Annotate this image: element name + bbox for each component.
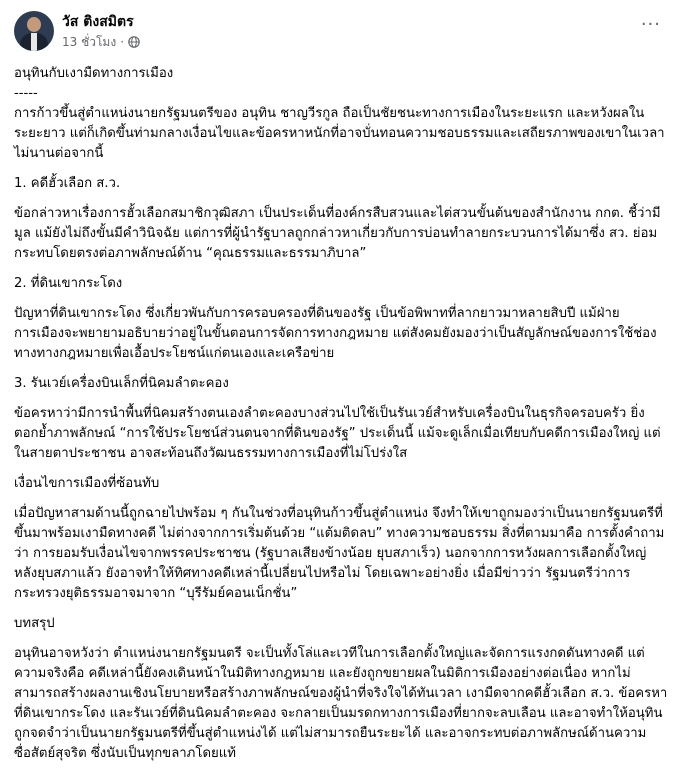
author-name[interactable]: วัส ติงสมิตร: [62, 13, 134, 30]
section-heading-4: เงื่อนไขการเมืองที่ซ้อนทับ: [14, 476, 160, 491]
post-timestamp[interactable]: 13 ชั่วโมง: [62, 34, 117, 49]
section-paragraph-4: เมื่อปัญหาสามด้านนี้ถูกฉายไปพร้อม ๆ กันในช่วงที่อนุทินก้าวขึ้นสู่ตำแหน่ง จึงทำให้เขาถูกมองว่าเป็นนายกรัฐมนตรีที่ขึ้นมาพร้อมเงามืดทางคดี ไม่ต่างจากการเริ่มต้นด้วย “แต้มติดลบ” ทางความชอบธรรม สิ่งที่ตามมาคือ การตั้งคำถามว่า การยอมรับเงื่อนไขจากพรรคประชาชน (รัฐบาลเสียงข้างน้อย ยุบสภาเร็ว) นอกจากการหวังผลการเลือกตั้งใหญ่หลังยุบสภาแล้ว ยังอาจทำให้ทิศทางคดีเหล่านี้เปลี่ยนไปหรือไม่ โดยเฉพาะอย่างยิ่ง เมื่อมีข่าวว่า รัฐมนตรีว่าการกระทรวงยุติธรรมอาจมาจาก “บุรีรัมย์คอนเน็กชั่น”: [14, 506, 665, 601]
separator-dot: ·: [120, 34, 125, 49]
conclusion-heading: บทสรุป: [14, 616, 55, 631]
post-subline: [62, 34, 140, 50]
section-paragraph-1: ข้อกล่าวหาเรื่องการฮั้วเลือกสมาชิกวุฒิสภา เป็นประเด็นที่องค์กรสืบสวนและไต่สวนขั้นต้นของสำนักงาน กกต. ชี้ว่ามีมูล แม้ยังไม่ถึงขั้นมีคำวินิจฉัย แต่การที่ผู้นำรัฐบาลถูกกล่าวหาเกี่ยวกับการบ่อนทำลายกระบวนการได้มาซึ่ง สว. ย่อมกระทบโดยตรงต่อภาพลักษณ์ด้าน “คุณธรรมและธรรมาภิบาล”: [14, 206, 661, 261]
conclusion-paragraph: อนุทินอาจหวังว่า ตำแหน่งนายกรัฐมนตรี จะเป็นทั้งโล่และเวทีในการเลือกตั้งใหญ่และจัดการแรงกดดันทางคดี แต่ความจริงคือ คดีเหล่านี้ยังคงเดินหน้าในมิติทางกฎหมาย และยังถูกขยายผลในมิติการเมืองอย่างต่อเนื่อง หากไม่สามารถสร้างผลงานเชิงนโยบายหรือสร้างภาพลักษณ์ของผู้นำที่จริงใจได้ทันเวลา เงามืดจากคดีฮั้วเลือก ส.ว. ข้อครหาที่ดินเขากระโดง และรันเวย์ที่ดินนิคมลำตะคอง จะกลายเป็นมรดกทางการเมืองที่ยากจะลบเลือน และอาจทำให้อนุทินถูกจดจำว่าเป็นนายกรัฐมนตรีที่ขึ้นสู่ตำแหน่งได้ แต่ไม่สามารถยืนระยะได้ และอาจกระทบต่อภาพลักษณ์ด้านความซื่อสัตย์สุจริต ซึ่งนับเป็นทุกขลาภโดยแท้: [14, 646, 668, 761]
intro-paragraph: การก้าวขึ้นสู่ตำแหน่งนายกรัฐมนตรีของ อนุทิน ชาญวีรกูล ถือเป็นชัยชนะทางการเมืองในระยะแรก และหวังผลในระยะยาว แต่ก็เกิดขึ้นท่ามกลางเงื่อนไขและข้อครหาหนักที่อาจบั่นทอนความชอบธรรมและเสถียรภาพของเขาในเวลาไม่นานต่อจากนี้: [14, 106, 665, 161]
post-divider: -----: [14, 86, 38, 101]
section-paragraph-3: ข้อครหาว่ามีการนำพื้นที่นิคมสร้างตนเองลำตะคองบางส่วนไปใช้เป็นรันเวย์สำหรับเครื่องบินในธุรกิจครอบครัว ยิ่งตอกย้ำภาพลักษณ์ “การใช้ประโยชน์ส่วนตนจากที่ดินของรัฐ” ประเด็นนี้ แม้จะดูเล็กเมื่อเทียบกับคดีการเมืองใหญ่ แต่ในสายตาประชาชน อาจสะท้อนถึงวัฒนธรรมทางการเมืองที่ไม่โปร่งใส: [14, 406, 661, 461]
globe-icon[interactable]: [128, 36, 140, 48]
avatar-head: [27, 17, 41, 32]
section-heading-2: 2. ที่ดินเขากระโดง: [14, 276, 123, 291]
section-paragraph-2: ปัญหาที่ดินเขากระโดง ซึ่งเกี่ยวพันกับการครอบครองที่ดินของรัฐ เป็นข้อพิพาทที่ลากยาวมาหลายสิบปี แม้ฝ่ายการเมืองจะพยายามอธิบายว่าอยู่ในขั้นตอนการจัดการทางกฎหมาย แต่สังคมยังมองว่าเป็นสัญลักษณ์ของการใช้ช่องทางทางกฎหมายเพื่อเอื้อประโยชน์แก่ตนเองและเครือข่าย: [14, 306, 657, 361]
post-meta: [62, 13, 140, 50]
post-title: อนุทินกับเงามืดทางการเมือง: [14, 66, 174, 81]
more-options-icon[interactable]: ···: [640, 14, 661, 35]
avatar-shirt: [31, 33, 37, 51]
post-content: [14, 64, 669, 774]
post-header: [14, 11, 140, 51]
section-heading-3: 3. รันเวย์เครื่องบินเล็กที่นิคมลำตะคอง: [14, 376, 229, 391]
section-heading-1: 1. คดีฮั้วเลือก ส.ว.: [14, 176, 121, 191]
author-avatar[interactable]: [14, 11, 54, 51]
